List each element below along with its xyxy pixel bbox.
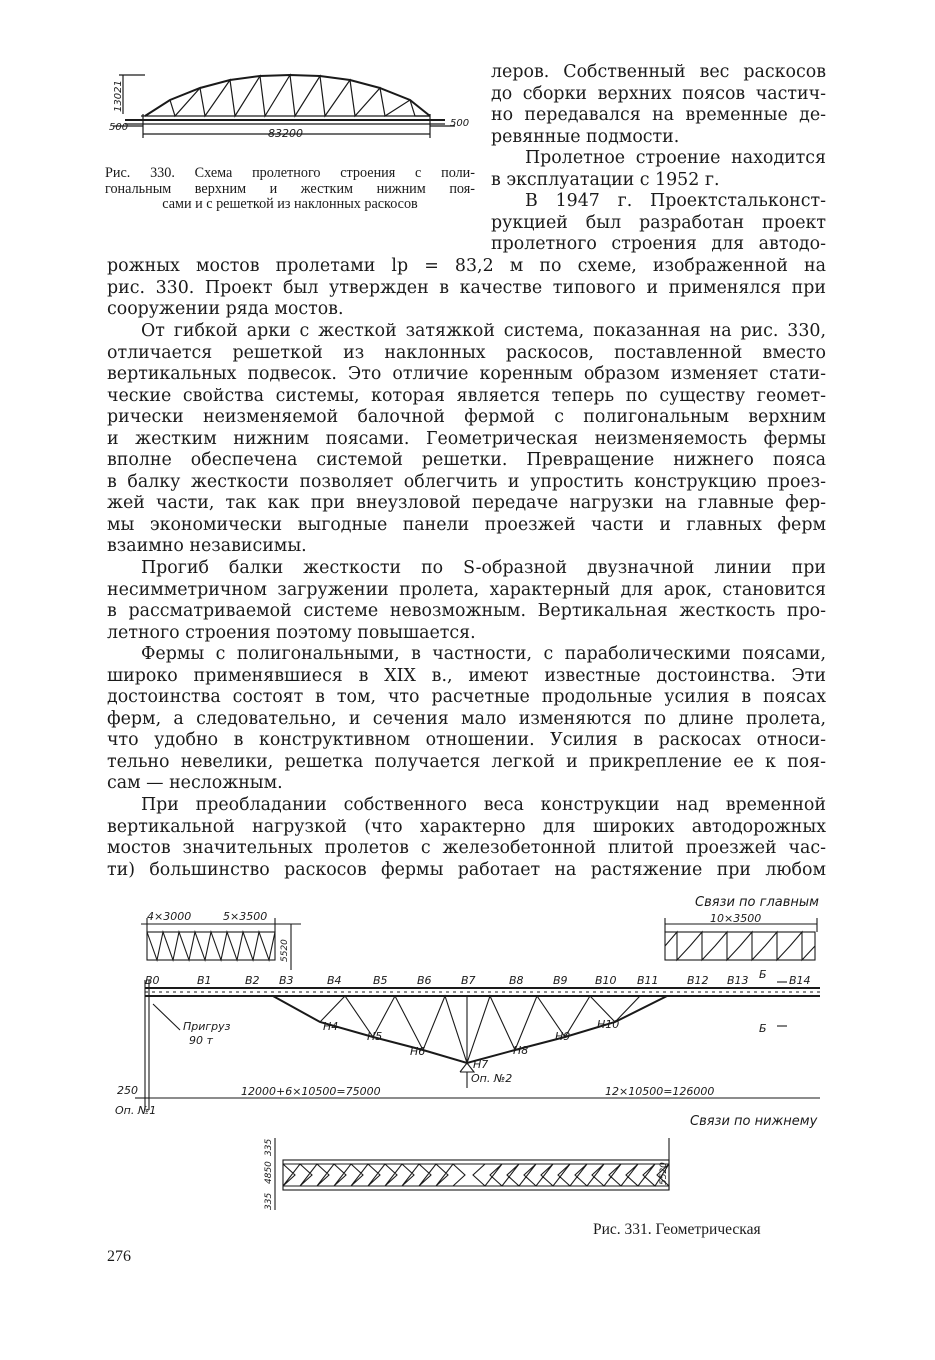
text-line: летного строения поэтому повышается. — [107, 622, 476, 643]
text-line: взаимно независимы. — [107, 536, 307, 556]
support-2-label: Оп. №2 — [471, 1072, 513, 1085]
text-line: мостов значительных пролетов с железобетонной плитой проезжей час- — [107, 838, 826, 858]
text-line: рически неизменяемой балочной фермой с полигональным верхним — [107, 407, 826, 427]
paragraph-4 — [107, 644, 826, 795]
text-line: отличается решеткой из наклонных раскосов, поставленной вместо — [107, 342, 826, 363]
figure-331-geometric-scheme — [105, 880, 840, 1220]
text-line: но передавался на временные де- — [491, 105, 826, 125]
fig330-height-dim: 13021 — [113, 80, 124, 112]
fig330-right-offset: 500 — [450, 118, 470, 129]
label-bottom-bracing: Связи по нижнему — [690, 1114, 818, 1129]
node-h6: H6 — [410, 1045, 426, 1058]
node-h9: H9 — [555, 1030, 571, 1043]
text-line: до сборки верхних поясов частич- — [491, 83, 826, 104]
text-line: ферм, а следовательно, и сечения мало изменяются по длине пролета, — [107, 708, 826, 729]
text-line: что удобно в конструктивном отношении. Усилия в раскосах относи- — [107, 730, 826, 750]
label-top-bracing: Связи по главным — [695, 895, 819, 910]
text-line: ревянные подмости. — [491, 126, 680, 147]
text-line: рукцией был разработан проект — [491, 212, 826, 233]
text-line: вполне обеспечена системой решетки. Превращение нижнего пояса — [107, 450, 826, 470]
node-b2: B2 — [245, 974, 260, 987]
dim-10x3500: 10×3500 — [710, 912, 762, 925]
node-b4: B4 — [327, 974, 342, 987]
text-line: От гибкой арки с жесткой затяжкой система, показанная на рис. 330, — [141, 321, 826, 341]
node-b5: B5 — [373, 974, 388, 987]
text-line: достоинства состоят в том, что расчетные продольные усилия в поясах — [107, 687, 826, 707]
page-number: 276 — [107, 1248, 131, 1265]
node-h10: H10 — [597, 1018, 620, 1031]
load-label: Пригруз — [183, 1020, 231, 1033]
node-b1: B1 — [197, 974, 212, 987]
text-line: в рассматриваемой системе невозможным. Вертикальная жесткость про- — [107, 601, 826, 621]
node-b12: B12 — [687, 974, 709, 987]
text-line: вертикальных подвесок. Это отличие коренным образом изменяет стати- — [107, 364, 826, 384]
figure-330-caption — [105, 166, 475, 213]
text-line: ческие свойства системы, которая является теперь по существу геомет- — [107, 385, 826, 406]
node-b14: B14 — [789, 974, 811, 987]
node-h4: H4 — [323, 1020, 339, 1033]
section-mark-top: Б — [759, 968, 767, 981]
dim-335-bottom: 335 — [264, 1192, 274, 1210]
caption-line: сами и с решеткой из наклонных раскосов — [162, 196, 418, 212]
text-line: леров. Собственный вес раскосов — [491, 62, 826, 82]
text-line: мы экономически выгодные панели проезжей части и главных ферм — [107, 514, 826, 535]
dim-4850: 4850 — [264, 1161, 274, 1184]
text-line: Фермы с полигональными, в частности, с параболическими поясами, — [141, 644, 826, 664]
node-b9: B9 — [553, 974, 568, 987]
paragraph-2 — [107, 321, 826, 558]
text-line: тельно невелики, решетка получается легкой и прикрепление ее к поя- — [107, 751, 826, 772]
text-line: рожных мостов пролетами lр = 83,2 м по схеме, изображенной на — [107, 256, 826, 276]
text-line: несимметричном загружении пролета, характерный для арок, становится — [107, 579, 826, 600]
dim-5520-bottom: 5520 — [659, 1162, 669, 1185]
node-b6: B6 — [417, 974, 432, 987]
right-column-text — [491, 62, 826, 256]
figure-330-bridge-scheme — [105, 68, 475, 168]
dim-335-top: 335 — [264, 1138, 274, 1156]
support-1-label: Оп. №1 — [115, 1104, 157, 1117]
node-b0: B0 — [145, 974, 160, 987]
node-b10: B10 — [595, 974, 617, 987]
node-h5: H5 — [367, 1030, 383, 1043]
fig330-span-dim: 83200 — [268, 127, 303, 140]
text-line: Пролетное строение находится — [525, 148, 826, 168]
text-line: При преобладании собственного веса конструкции над временной — [141, 795, 826, 815]
dim-right-span: 12×10500=126000 — [605, 1085, 715, 1098]
text-line: Прогиб балки жесткости по S-образной двузначной линии при — [141, 558, 826, 578]
text-line: в эксплуатации с 1952 г. — [491, 169, 720, 190]
text-line: жей части, так как при внеузловой передаче нагрузки на главные фер- — [107, 493, 826, 513]
node-b11: B11 — [637, 974, 659, 987]
dim-5520-top: 5520 — [280, 939, 290, 962]
figure-331-caption: Рис. 331. Геометрическая — [593, 1221, 761, 1238]
paragraph-5 — [107, 795, 826, 881]
dim-left-span: 12000+6×10500=75000 — [241, 1085, 381, 1098]
load-value: 90 т — [189, 1034, 213, 1047]
dim-5x3500: 5×3500 — [223, 910, 268, 923]
caption-line: гональным верхним и жестким нижним поя- — [105, 180, 475, 197]
text-line: широко применявшиеся в XIX в., имеют известные достоинства. Эти — [107, 665, 826, 686]
text-line: вертикальной нагрузкой (что характерно для широких автодорожных — [107, 816, 826, 837]
node-b3: B3 — [279, 974, 294, 987]
node-b7: B7 — [461, 974, 476, 987]
text-line: В 1947 г. Проектстальконст- — [525, 191, 826, 211]
text-line: сооружении ряда мостов. — [107, 299, 344, 319]
text-line: пролетного строения для автодо- — [491, 234, 826, 254]
paragraph-1 — [107, 256, 826, 321]
fig330-left-offset: 500 — [109, 122, 129, 133]
text-line: сам — несложным. — [107, 773, 283, 793]
dim-4x3000: 4×3000 — [147, 910, 192, 923]
caption-line: Рис. 330. Схема пролетного строения с поли- — [105, 165, 475, 181]
text-line: ти) большинство раскосов фермы работает на растяжение при любом — [107, 859, 826, 880]
node-h8: H8 — [513, 1044, 529, 1057]
section-mark-bottom: Б — [759, 1022, 767, 1035]
node-b8: B8 — [509, 974, 524, 987]
text-line: в балку жесткости позволяет облегчить и упростить конструкцию проез- — [107, 471, 826, 492]
node-h7: H7 — [473, 1058, 489, 1071]
node-b13: B13 — [727, 974, 749, 987]
text-line: рис. 330. Проект был утвержден в качестве типового и применялся при — [107, 277, 826, 298]
dim-250: 250 — [117, 1084, 138, 1097]
paragraph-3 — [107, 558, 826, 644]
text-line: и жестким нижним поясами. Геометрическая неизменяемость фермы — [107, 428, 826, 449]
